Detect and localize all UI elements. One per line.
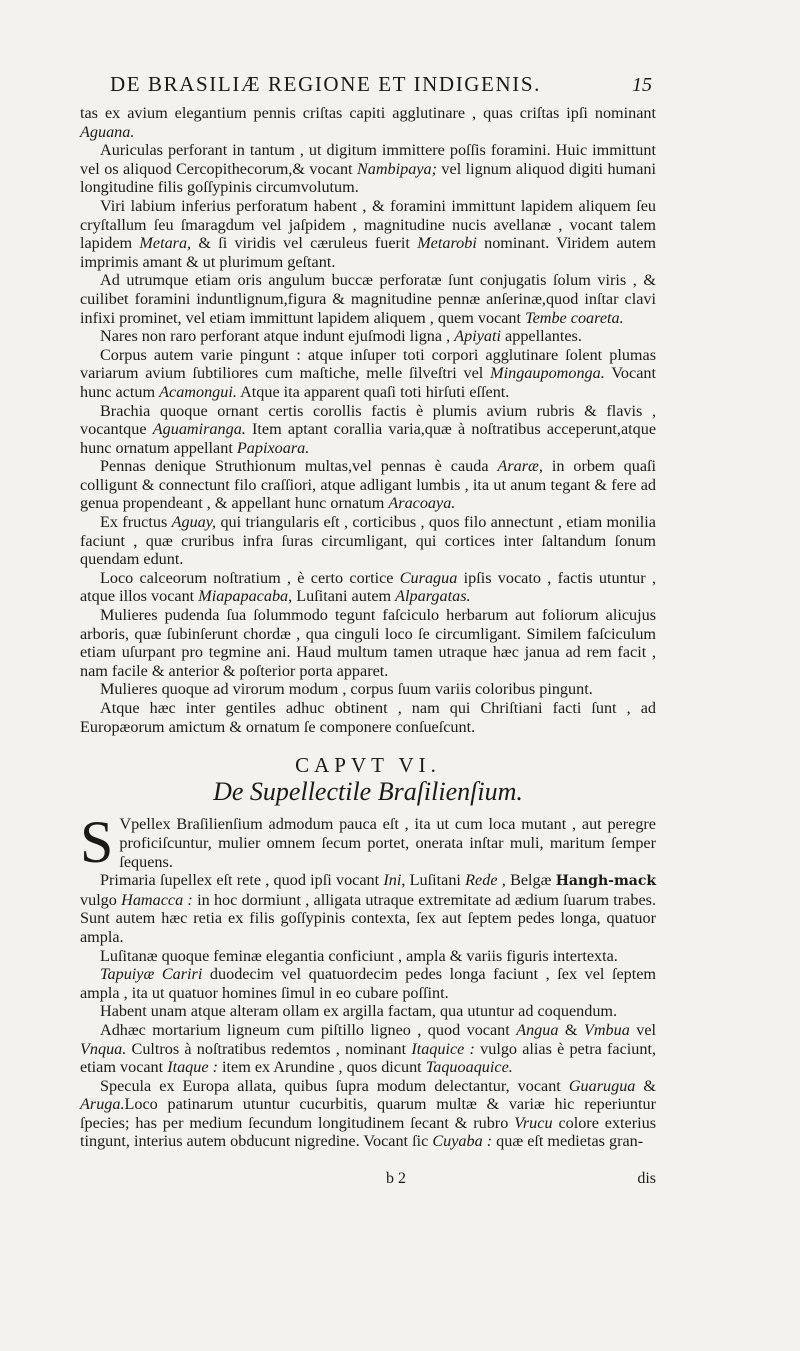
paragraph: Ad utrumque etiam oris angulum buccæ perforatæ ſunt conjugatis ſolum viris , & cuilibet foramini induntlignum,figura & magnitudine pennæ anſerinæ,quod inſtar clavi infixi prominet, vel etiam immittunt lapidem aliquem , quem vocant Tembe coareta. <box>80 271 656 327</box>
running-title: DE BRASILIÆ REGIONE ET INDIGENIS. <box>110 72 541 96</box>
chapter-heading: CAPVT VI. <box>295 753 441 778</box>
page-number: 15 <box>632 74 652 96</box>
paragraph: Pennas denique Struthionum multas,vel pennas è cauda Araræ, in orbem quaſi colligunt & connectunt filo craſſiori, atque adligant lumbis , ita ut anum tegant & fere ad genua propendeant , & appellant hunc ornatum Aracoaya. <box>80 457 657 513</box>
paragraph: Tapuiyæ Cariri duodecim vel quatuordecim pedes longa faciunt , ſex vel ſeptem ampla , ita ut quatuor homines ſimul in eo cubare poſſint. <box>80 965 657 1002</box>
paragraph: Atque hæc inter gentiles adhuc obtinent , nam qui Chriſtiani facti ſunt , ad Europæorum amictum & ornatum ſe componere conſueſcunt. <box>80 699 656 736</box>
paragraph: tas ex avium elegantium pennis criſtas capiti agglutinare , quas criſtas ipſi nominant Aguana. <box>80 104 656 141</box>
paragraph: Mulieres pudenda ſua ſolummodo tegunt faſciculo herbarum aut foliorum alicujus arboris, quæ ſubinſerunt chordæ , qua cinguli loco ſe circumligant. Similem faſciculum etiam uſurpant pro tegmine ani. Haud multum tamen utraque hæc janua ad rem facit , nam facile & anterior & poſterior porta apparet. <box>80 606 656 680</box>
paragraph: Specula ex Europa allata, quibus ſupra modum delectantur, vocant Guarugua & Aruga.Loco patinarum utuntur cucurbitis, quarum multæ & variæ hic reperiuntur ſpecies; has per medium ſecundum longitudinem ſecant & rubro Vrucu colore exterius tingunt, interius autem obducunt nigredine. Vocant ſic Cuyaba : quæ eſt medietas gran- <box>80 1076 657 1151</box>
chapter-subtitle: De Supellectile Braſilienſium. <box>213 776 523 806</box>
paragraph: Primaria ſupellex eſt rete , quod ipſi vocant Ini, Luſitani Rede , Belgæ Hangh-mack vulgo Hamacca : in hoc dormiunt , alligata utraque extremitate ad ædium ſuarum trabes. Sunt autem hæc retia ex filis goſſypinis contexta, ſex aut ſeptem pedes longa, quatuor ampla. <box>80 871 657 946</box>
paragraph: S Vpellex Braſilienſium admodum pauca eſt , ita ut cum loca mutant , aut peregre proficiſcuntur, mulier omnem ſecum portet, onerata inſtar muli, maritum ſemper ſequens. <box>80 809 656 876</box>
blackletter-word: Hangh-mack <box>555 873 657 890</box>
paragraph: Viri labium inferius perforatum habent , & foramini immittunt lapidem aliquem ſeu cryſtallum ſeu ſmaragdum vel jaſpidem , magnitudine nucis avellanæ , vocant talem lapidem Metara, & ſi viridis vel cæruleus fuerit Metarobi nominant. Viridem autem imprimis amant & ut plurimum geſtant. <box>80 196 657 271</box>
body-text <box>80 104 656 1151</box>
drop-cap: S <box>80 809 114 876</box>
paragraph: Loco calceorum noſtratium , è certo cortice Curagua ipſis vocato , factis utuntur , atque illos vocant Miapapacaba, Luſitani autem Alpargatas. <box>80 568 657 606</box>
page-footer <box>80 1170 656 1190</box>
paragraph: Mulieres quoque ad virorum modum , corpus ſuum variis coloribus pingunt. <box>100 680 593 699</box>
paragraph: Brachia quoque ornant certis corollis factis è plumis avium rubris & flavis , vocantque Aguamiranga. Item aptant corallia varia,quæ à noſtratibus acceperunt,atque hunc ornatum appellant Papixoara. <box>80 401 657 457</box>
paragraph: Habent unam atque alteram ollam ex argilla factam, qua utuntur ad coquendum. <box>100 1002 618 1021</box>
paragraph: Nares non raro perforant atque indunt ejuſmodi ligna , Apiyati appellantes. <box>100 327 582 346</box>
signature-mark: b 2 <box>386 1170 406 1187</box>
paragraph: Ex fructus Aguay, qui triangularis eſt , corticibus , quos filo annectunt , etiam monilia faciunt , quæ cruribus infra ſuras circumligant, qui cortices inter ſaltandum ſonum quendam edunt. <box>80 513 656 569</box>
catchword: dis <box>637 1170 656 1187</box>
paragraph: Adhæc mortarium ligneum cum piſtillo ligneo , quod vocant Angua & Vmbua vel Vnqua. Cultros à noſtratibus redemtos , nominant Itaquice : vulgo alias è petra faciunt, etiam vocant Itaque : item ex Arundine , quos dicunt Taquoaquice. <box>80 1020 657 1077</box>
paragraph: Corpus autem varie pingunt : atque inſuper toti corpori agglutinare ſolent plumas variarum avium ſubtiliores cum maſtiche, melle ſilveſtri vel Mingaupomonga. Vocant hunc actum Acamongui. Atque ita apparent quaſi toti hirſuti eſſent. <box>80 345 656 401</box>
paragraph: Luſitanæ quoque feminæ elegantia conficiunt , ampla & variis figuris intertexta. <box>100 946 618 965</box>
paragraph: Auriculas perforant in tantum , ut digitum immittere poſſis foramini. Huic immittunt vel os aliquod Cercopithecorum,& vocant Nambipaya; vel lignum aliquod digiti humani longitudine filis goſſypinis circumvolutum. <box>80 141 657 197</box>
